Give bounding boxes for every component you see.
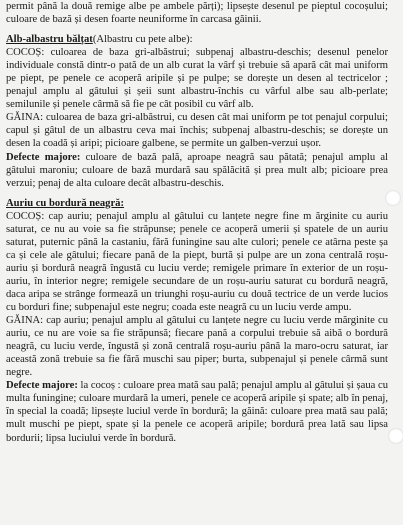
section2-cocos-text: cap auriu; penajul amplu al gâtului cu lanțete negre fine m ărginite cu auriu saturat, ce nu au voie sa fie străpunse; penele ce acoperă umerii și spatele de un auriu saturat, puternic până la castaniu, fără funinginе sau alte culori; penele ce atârna peste șa ca și cele ale gâtului; fiecare pană de la piept, burtă și pulpe are un zona centrală roșu-auriu și bordură neagră îngustă cu luciu verde; remigele primare în exterior de un roșu-auriu, în interior negre; remigele secundare de un roșu-auriu saturat cu bordură neagră, daca aripa se strânge formează un triunghi roșu-auriu cu două tectrice de un verde lucios cu borduri fine; subpenajul este negru; coada este neagră cu un luciu verde ampu. bbox=[6, 210, 388, 314]
section2-heading-line bbox=[6, 197, 388, 210]
section2-gaina-text: cap auriu; penajul amplu al gâtului cu lanțete negre cu luciu verde mărginite cu auriu, ce nu are voie sa fie străpunsă; fiecare pană a corpului trebuie să aibă o bordură neagră, cu luciu verde, îngustă și zonă centrală roșu-auriu până la maro-ocru saturat, iar această zonă trebuie sa fie fără muschi sau piper; burta, subpenajul și penele cârmă sunt negre. bbox=[6, 315, 388, 379]
section2-cocos-label: COCOȘ: bbox=[6, 210, 45, 222]
punch-hole-top bbox=[385, 190, 401, 206]
section1-defects-label: Defecte majore: bbox=[6, 151, 81, 163]
punch-hole-bottom bbox=[388, 428, 403, 444]
document-page bbox=[6, 0, 388, 445]
intro-paragraph bbox=[6, 0, 388, 26]
section1-heading-note: (Albastru cu pete albe): bbox=[92, 34, 193, 46]
section1-heading-line bbox=[6, 33, 388, 46]
intro-text: permit până la două remige albe pe ambele părți); lipsește desenul pe pieptul cocoșului; culoare de bază și desen foarte neuniforme în carcasa găinii. bbox=[6, 1, 388, 26]
section2-gaina-paragraph bbox=[6, 314, 388, 379]
section2-defects-paragraph bbox=[6, 379, 388, 444]
section2-defects-label: Defecte majore: bbox=[6, 380, 78, 392]
section2-defects-text: la cocoș : culoare prea mată sau pală; penajul amplu al gâtului și șaua cu multa funinginе; culoare murdară la umeri, penele ce acoperă aripile și spate; alb în penaj, în special la coadă; lipsește luciul verde în bordură; la găină: culoare prea mată sau pală; mult muschi pe piept, spate și la penele ce acoperă aripile; bordură prea lată sau lipsa bordurii; lipsa luciului verde în bordură. bbox=[6, 380, 388, 444]
section2-cocos-paragraph bbox=[6, 210, 388, 314]
section1-gaina-paragraph bbox=[6, 111, 388, 150]
section1-defects-text: culoare de bază pală, aproape neagră sau pătată; penajul amplu al gâtului maroniu; culoare de bază murdară sau spălăcită și prea mult alb; picioare prea verzui; penaj de alta culoare decât albastru-deschis. bbox=[6, 151, 388, 189]
section1-heading: Alb-albastru bălțat bbox=[6, 34, 93, 46]
section1-gaina-label: GĂINA: bbox=[6, 112, 44, 124]
section1-cocos-label: COCOȘ: bbox=[6, 47, 45, 59]
section1-cocos-paragraph bbox=[6, 46, 388, 111]
section1-gaina-text: culoarea de baza gri-albăstrui, cu desen cât mai uniform pe tot penajul corpului; capul și gâtul de un albastru ceva mai închis; subpenaj albastru-deschis; se dorește un desen la coadă și aripi; picioare galbene, se permite un galben-verzui ușor. bbox=[6, 112, 388, 150]
section2-gaina-label: GĂINA: bbox=[6, 315, 44, 327]
section1-cocos-text: culoarea de baza gri-albăstrui; subpenaj albastru-deschis; desenul penelor individuale constă dintr-o pată de un alb curat la vârf și trebuie să apară cât mai uniform pe piept, pe penele ce acoperă aripile și pe pulpe; se dorește un desen al tectricelor ; penajul amplu al gâtului și șeii sunt albastru-închis cu vârful albe sau alb-perlate; semilunile și penele cârmă să fie pe cât posibil cu vârf alb. bbox=[6, 47, 388, 111]
section2-heading: Auriu cu bordură neagră: bbox=[6, 197, 125, 209]
section1-defects-paragraph bbox=[6, 151, 388, 190]
